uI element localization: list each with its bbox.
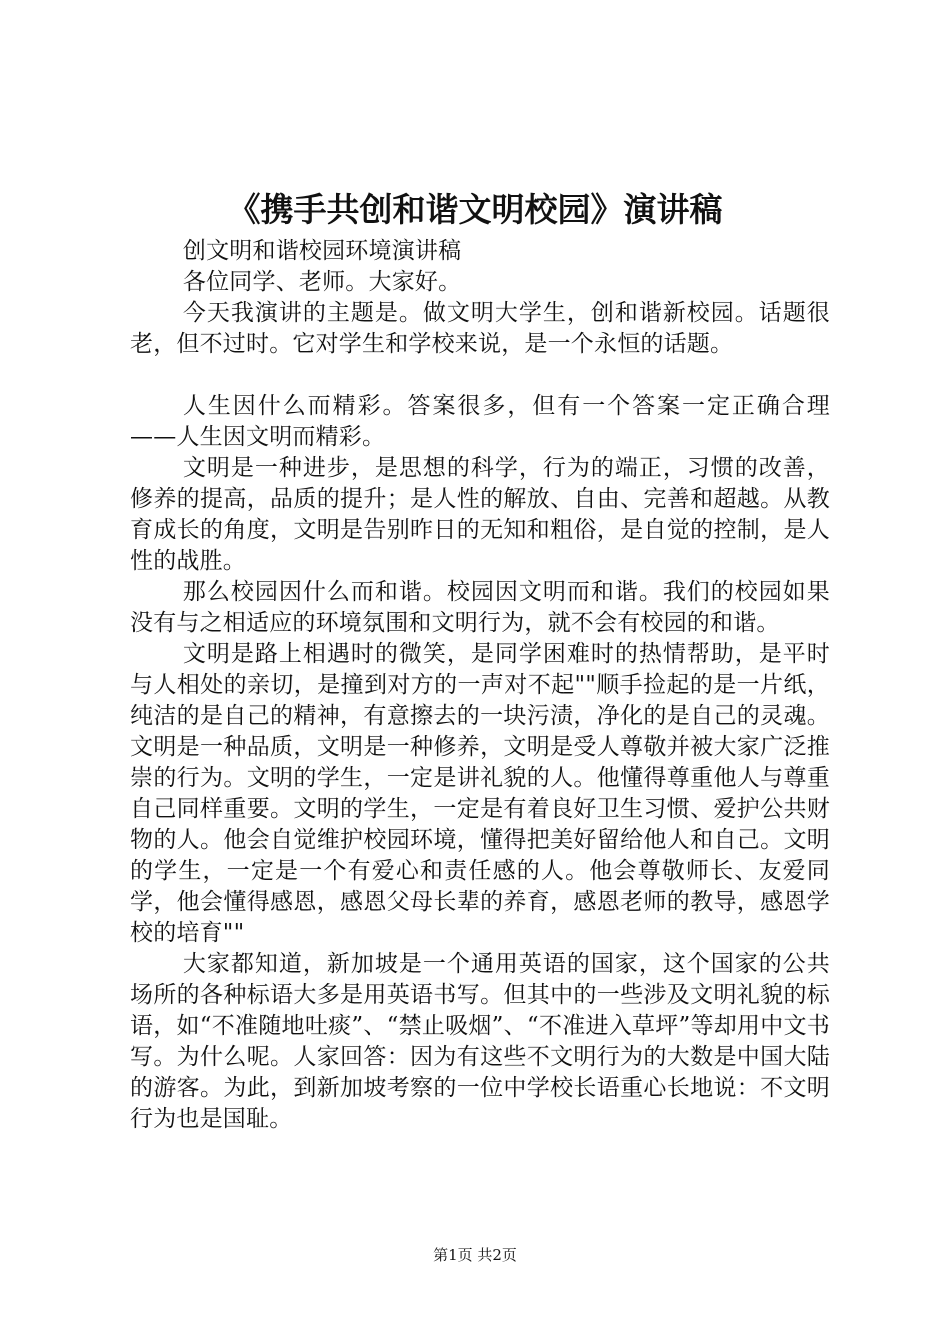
paragraph-life: 人生因什么而精彩。答案很多，但有一个答案一定正确合理——人生因文明而精彩。 — [130, 393, 830, 450]
paragraph-campus: 那么校园因什么而和谐。校园因文明而和谐。我们的校园如果没有与之相适应的环境氛围和文明行为，就不会有校园的和谐。 — [130, 579, 830, 636]
paragraph-civilization: 文明是一种进步，是思想的科学，行为的端正，习惯的改善，修养的提高，品质的提升；是人性的解放、自由、完善和超越。从教育成长的角度，文明是告别昨日的无知和粗俗，是自觉的控制，是人性的战胜。 — [130, 455, 830, 574]
paragraph-gap — [130, 360, 830, 391]
paragraph-singapore: 大家都知道，新加坡是一个通用英语的国家，这个国家的公共场所的各种标语大多是用英语书写。但其中的一些涉及文明礼貌的标语，如“不准随地吐痰”、“禁止吸烟”、“不准进入草坪”等却用中文书写。为什么呢。人家回答：因为有这些不文明行为的大数是中国大陆的游客。为此，到新加坡考察的一位中学校长语重心长地说：不文明行为也是国耻。 — [130, 951, 830, 1132]
paragraph-student: 文明是路上相遇时的微笑，是同学困难时的热情帮助，是平时与人相处的亲切，是撞到对方的一声对不起""顺手捡起的是一片纸，纯洁的是自己的精神，有意擦去的一块污渍，净化的是自己的灵魂。文明是一种品质，文明是一种修养，文明是受人尊敬并被大家广泛推崇的行为。文明的学生，一定是讲礼貌的人。他懂得尊重他人与尊重自己同样重要。文明的学生，一定是有着良好卫生习惯、爱护公共财物的人。他会自觉维护校园环境，懂得把美好留给他人和自己。文明的学生，一定是一个有爱心和责任感的人。他会尊敬师长、友爱同学，他会懂得感恩，感恩父母长辈的养育，感恩老师的教导，感恩学校的培育"" — [130, 641, 830, 946]
paragraph-topic: 今天我演讲的主题是。做文明大学生，创和谐新校园。话题很老，但不过时。它对学生和学校来说，是一个永恒的话题。 — [130, 300, 830, 357]
paragraph-subtitle: 创文明和谐校园环境演讲稿 — [182, 238, 462, 264]
document-title: 《携手共创和谐文明校园》演讲稿 — [227, 190, 723, 229]
page-footer: 第1页 共2页 — [433, 1246, 517, 1264]
paragraph-greeting: 各位同学、老师。大家好。 — [182, 269, 462, 295]
document-body — [130, 236, 830, 1135]
